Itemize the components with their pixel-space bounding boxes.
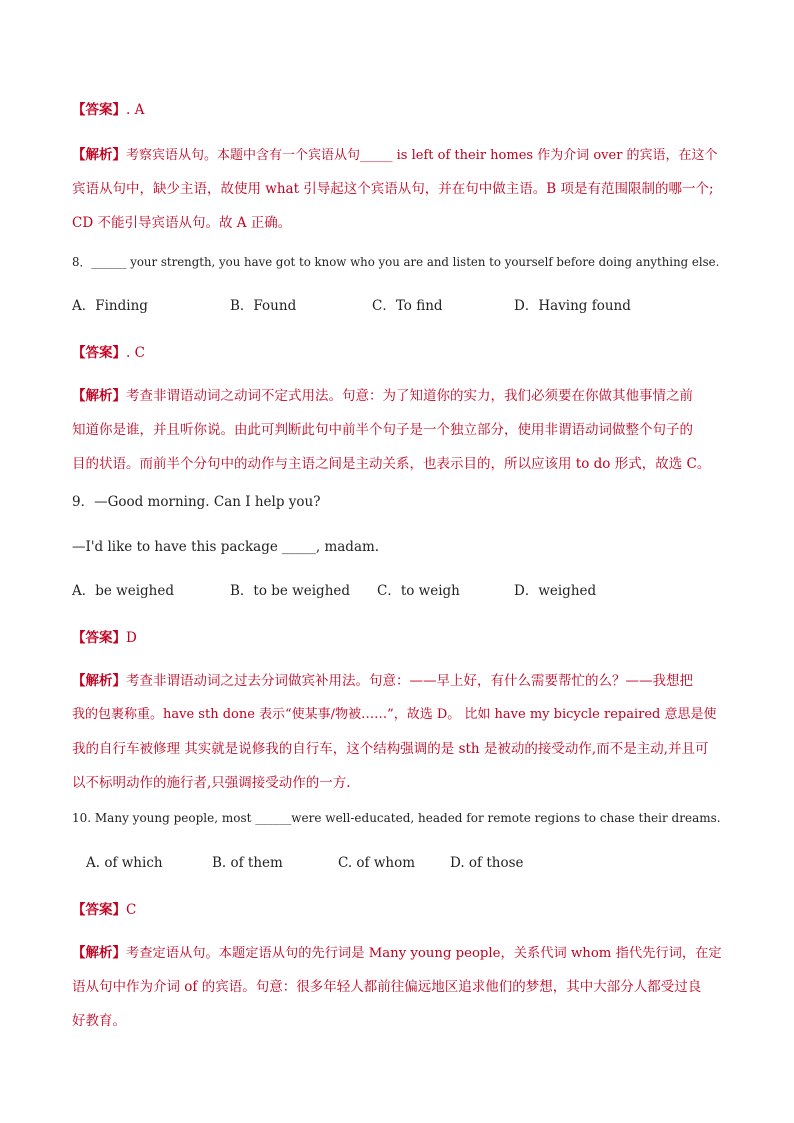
analysis-line: CD 不能引导宾语从句。故 A 正确。 <box>72 215 292 231</box>
analysis-line: 考查定语从句。本题定语从句的先行词是 Many young people，关系代词 whom 指代先行词，在定 <box>126 946 722 961</box>
analysis-line: 知道你是谁，并且听你说。由此可判断此句中前半个句子是一个独立部分，使用非谓语动词做整个句子的 <box>72 422 693 438</box>
option-d: D. of those <box>450 855 524 871</box>
answer-tag: 【答案】 <box>72 102 126 118</box>
option-c: C．To find <box>372 298 443 314</box>
analysis-tag: 【解析】 <box>72 673 126 689</box>
option-d: D．weighed <box>514 583 597 599</box>
analysis-8 <box>72 379 722 481</box>
question-9-line-1: 9．—Good morning. Can I help you? <box>72 494 321 510</box>
analysis-7 <box>72 138 722 240</box>
answer-tag: 【答案】 <box>72 902 126 918</box>
answer-10 <box>72 898 722 918</box>
analysis-10 <box>72 936 722 1038</box>
analysis-tag: 【解析】 <box>72 388 126 404</box>
option-a: A. of which <box>86 855 163 871</box>
options-9 <box>72 581 722 601</box>
option-b: B．to be weighed <box>230 583 351 599</box>
option-b: B．Found <box>230 298 297 314</box>
question-10: 10. Many young people, most ______were well-educated, headed for remote regions to chase their dreams. <box>72 811 721 825</box>
option-b: B. of them <box>212 855 283 871</box>
answer-8 <box>72 341 722 361</box>
question-8: 8．______ your strength, you have got to know who you are and listen to yourself before doing anything else. <box>72 255 720 269</box>
analysis-line: 语从句中作为介词 of 的宾语。句意：很多年轻人都前往偏远地区追求他们的梦想，其中大部分人都受过良 <box>72 979 702 995</box>
analysis-line: 我的自行车被修理 其实就是说修我的自行车，这个结构强调的是 sth 是被动的接受动作,而不是主动,并且可 <box>72 741 709 757</box>
analysis-line: 考察宾语从句。本题中含有一个宾语从句_____ is left of their homes 作为介词 over 的宾语，在这个 <box>126 148 718 163</box>
answer-tag: 【答案】 <box>72 345 126 361</box>
answer-value: . C <box>126 345 145 361</box>
answer-value: D <box>126 630 137 646</box>
option-a: A．Finding <box>72 298 148 314</box>
options-8 <box>72 296 722 316</box>
analysis-line: 我的包裹称重。have sth done 表示“使某事/物被……”，故选 D。 比如 have my bicycle repaired 意思是使 <box>72 707 717 722</box>
answer-tag: 【答案】 <box>72 630 126 646</box>
option-c: C. of whom <box>338 855 416 871</box>
analysis-line: 宾语从句中，缺少主语，故使用 what 引导起这个宾语从句，并在句中做主语。B 项是有范围限制的哪一个; <box>72 181 714 197</box>
answer-value: C <box>126 902 137 918</box>
analysis-tag: 【解析】 <box>72 945 126 961</box>
analysis-line: 目的状语。而前半个分句中的动作与主语之间是主动关系，也表示目的，所以应该用 to do 形式，故选 C。 <box>72 456 711 472</box>
answer-value: . A <box>126 102 145 118</box>
question-9-line-2: —I'd like to have this package _____, madam. <box>72 539 380 555</box>
option-c: C．to weigh <box>377 583 460 599</box>
analysis-line: 考查非谓语动词之动词不定式用法。句意：为了知道你的实力，我们必须要在你做其他事情之前 <box>126 388 693 404</box>
analysis-line: 以不标明动作的施行者,只强调接受动作的一方. <box>72 775 351 791</box>
analysis-line: 好教育。 <box>72 1013 126 1029</box>
analysis-line: 考查非谓语动词之过去分词做宾补用法。句意：——早上好，有什么需要帮忙的么？——我想把 <box>126 673 693 689</box>
analysis-9 <box>72 664 722 800</box>
answer-7 <box>72 98 722 118</box>
option-d: D．Having found <box>514 298 631 314</box>
option-a: A．be weighed <box>72 583 175 599</box>
answer-9 <box>72 626 722 646</box>
options-10 <box>86 853 686 873</box>
analysis-tag: 【解析】 <box>72 147 126 163</box>
